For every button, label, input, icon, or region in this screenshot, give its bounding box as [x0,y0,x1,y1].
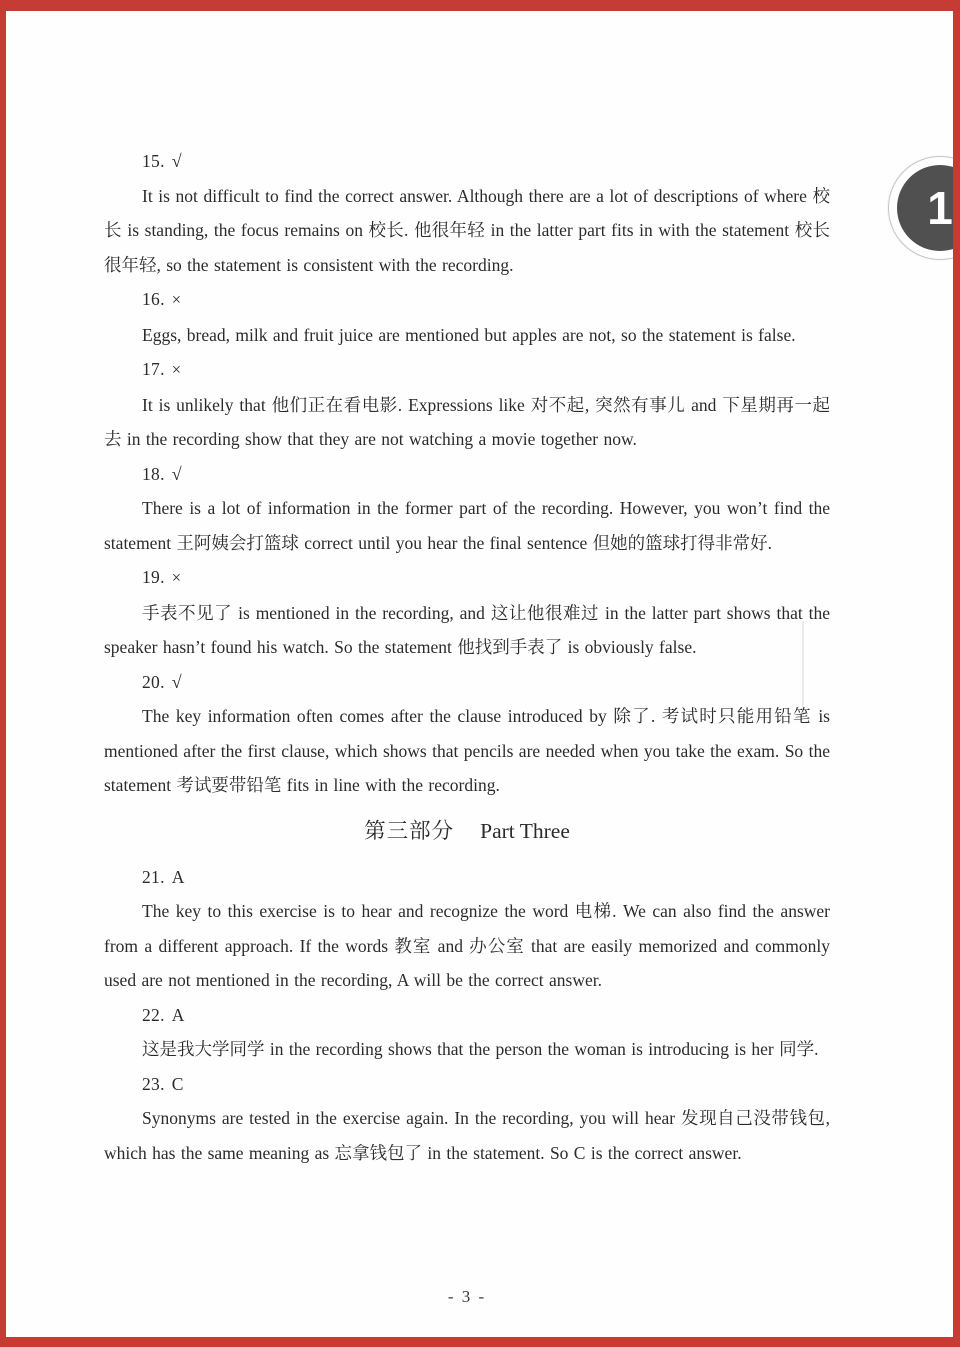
answer-item-20 [104,665,830,803]
section-header-part-three [104,803,830,860]
item-number: 18. [142,463,165,484]
answer-item-22 [104,998,830,1067]
answer-item-18 [104,457,830,561]
answer-item-head [104,560,830,596]
answer-letter: C [171,1073,184,1094]
answer-explanation: The key to this exercise is to hear and recognize the word 电梯. We can also find the answer from a different approach. If the words 教室 and 办公室 that are easily memorized and commonly used are not mentioned in the recording, A will be the correct answer. [104,901,830,990]
answer-letter: A [171,1004,185,1025]
answer-explanation: The key information often comes after the clause introduced by 除了. 考试时只能用铅笔 is mentioned after the first clause, which shows that pencils are needed when you take the exam. So the statement 考试要带铅笔 fits in line with the recording. [104,706,830,795]
answer-item-21 [104,860,830,998]
answer-item-15 [104,144,830,282]
answer-item-head [104,144,830,179]
cross-mark-icon: × [171,290,182,309]
chapter-number-badge [897,165,960,251]
answer-explanation: 这是我大学同学 in the recording shows that the person the woman is introducing is her 同学. [142,1039,819,1059]
answer-item-head [104,665,830,700]
answer-item-head [104,457,830,492]
check-mark-icon: √ [171,463,182,484]
answer-explanation: There is a lot of information in the former part of the recording. However, you won’t find the statement 王阿姨会打篮球 correct until you hear the final sentence 但她的篮球打得非常好. [104,498,830,553]
answer-explanation: Eggs, bread, milk and fruit juice are mentioned but apples are not, so the statement is false. [142,324,796,345]
item-number: 17. [142,359,165,379]
item-number: 16. [142,289,165,309]
check-mark-icon: √ [171,671,182,692]
item-number: 20. [142,671,165,692]
cross-mark-icon: × [171,360,182,379]
answer-item-head [104,282,830,318]
answer-explanation: It is unlikely that 他们正在看电影. Expressions like 对不起, 突然有事儿 and 下星期再一起去 in the recording show that they are not watching a movie together now. [104,394,830,449]
item-number: 19. [142,567,165,587]
check-mark-icon: √ [171,151,182,171]
answer-explanation: Synonyms are tested in the exercise again. In the recording, you will hear 发现自己没带钱包, which has the same meaning as 忘拿钱包了 in the statement. So C is the correct answer. [104,1108,830,1163]
answer-letter: A [171,866,185,887]
answer-explanation: It is not difficult to find the correct answer. Although there are a lot of descriptions of where 校长 is standing, the focus remains on 校长. 他很年轻 in the latter part fits in with the statement 校长很年轻, so the statement is consistent with the recording. [104,185,830,275]
section-header-chinese: 第三部分 [364,818,455,843]
answer-item-head [104,1067,830,1102]
answer-item-19 [104,560,830,665]
answer-item-head [104,998,830,1033]
answer-item-17 [104,352,830,457]
answer-key-content [104,144,830,1170]
item-number: 22. [142,1004,165,1025]
item-number: 21. [142,866,165,887]
answer-item-23 [104,1067,830,1171]
cross-mark-icon: × [171,568,182,587]
page-number: - 3 - [447,1287,487,1306]
answer-item-head [104,352,830,388]
answer-item-16 [104,282,830,352]
chapter-tab-badge [888,156,960,260]
answer-explanation: 手表不见了 is mentioned in the recording, and 这让他很难过 in the latter part shows that the speaker hasn’t found his watch. So the statement 他找到手表了 is obviously false. [104,602,830,657]
section-header-english: Part Three [480,818,570,843]
answer-item-head [104,860,830,895]
chapter-number: 1 [927,182,953,234]
item-number: 23. [142,1073,165,1094]
item-number: 15. [142,151,165,171]
